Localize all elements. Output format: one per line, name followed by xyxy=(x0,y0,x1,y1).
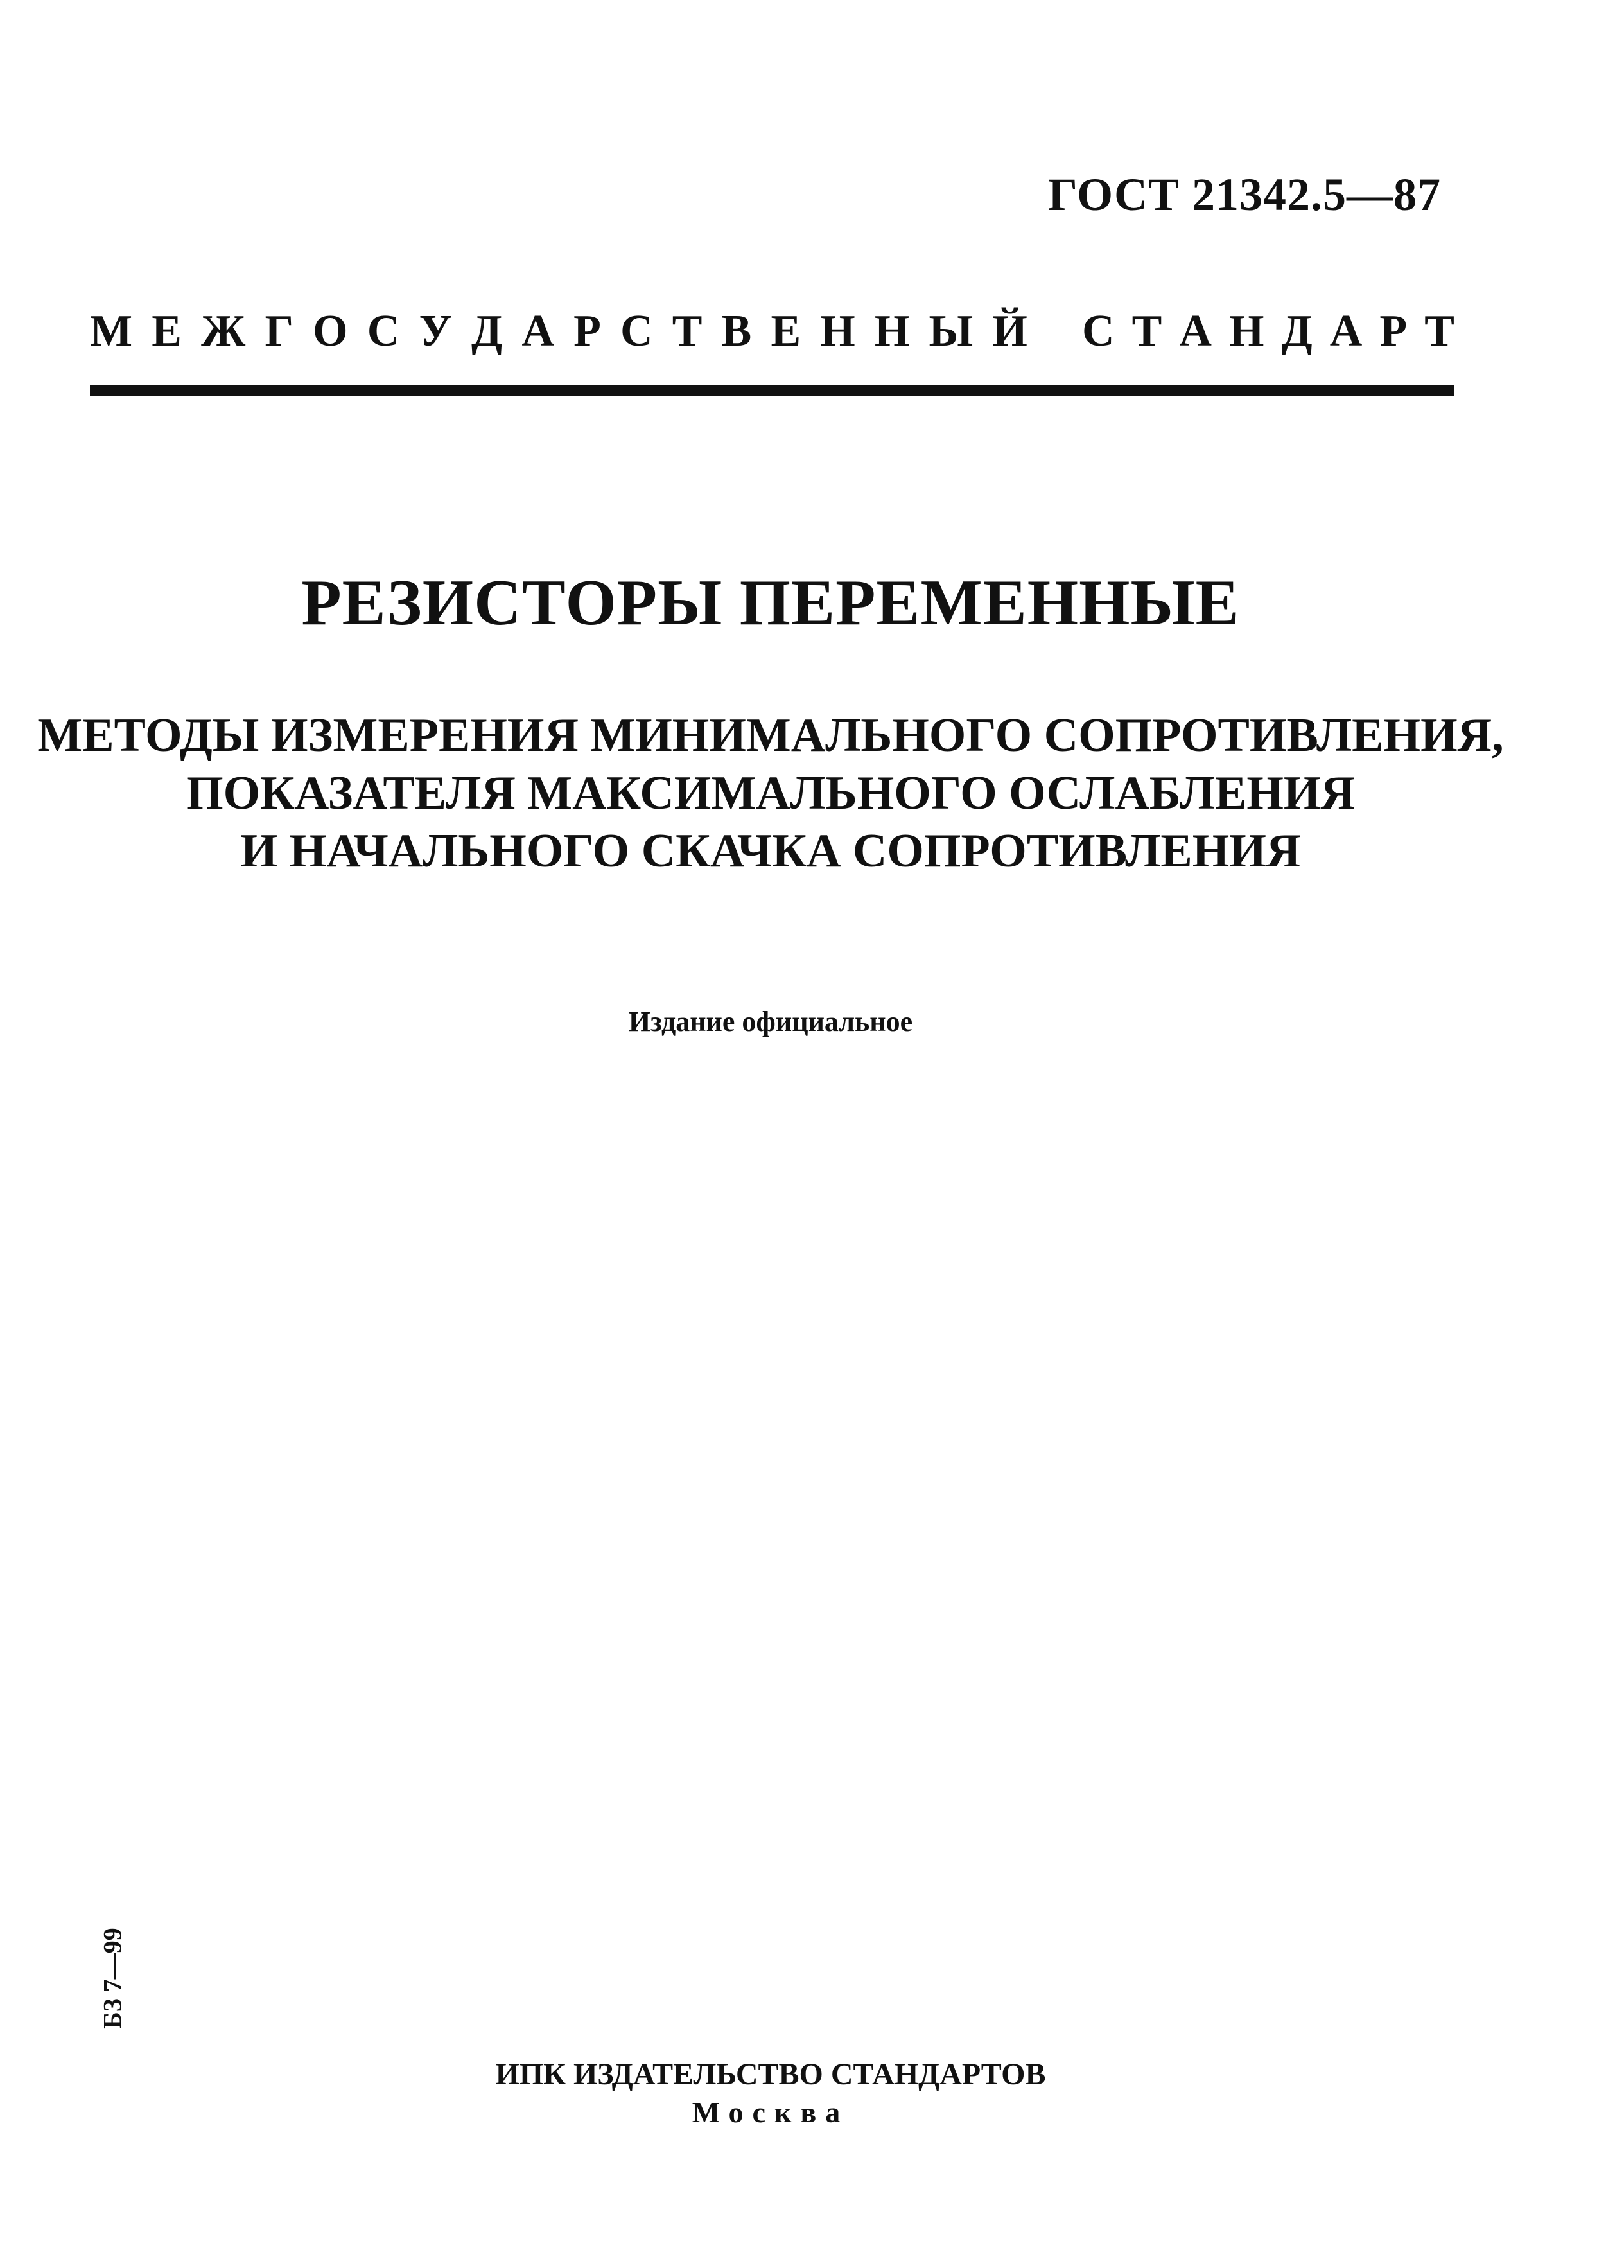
letter: Р xyxy=(1379,306,1408,356)
letter: Й xyxy=(992,306,1027,356)
letter: У xyxy=(419,306,452,356)
standard-type-word-2 xyxy=(1082,306,1454,357)
letter: В xyxy=(721,306,752,356)
standard-type-heading xyxy=(90,306,1454,357)
letter: С xyxy=(1082,306,1115,356)
letter: Е xyxy=(152,306,182,356)
edition-label: Издание официальное xyxy=(628,1006,913,1037)
letter: О xyxy=(313,306,348,356)
publisher-city: Москва xyxy=(692,2096,850,2129)
letter: С xyxy=(367,306,400,356)
side-code: БЗ 7—99 xyxy=(98,1928,127,2029)
header-rule xyxy=(90,385,1454,396)
letter: А xyxy=(1329,306,1363,356)
document-title: РЕЗИСТОРЫ ПЕРЕМЕННЫЕ xyxy=(301,567,1240,639)
letter: Г xyxy=(265,306,294,356)
document-subtitle xyxy=(0,707,1541,880)
subtitle-line: МЕТОДЫ ИЗМЕРЕНИЯ МИНИМАЛЬНОГО СОПРОТИВЛЕНИЯ, xyxy=(37,709,1504,762)
letter: С xyxy=(620,306,653,356)
subtitle-line: ПОКАЗАТЕЛЯ МАКСИМАЛЬНОГО ОСЛАБЛЕНИЯ xyxy=(186,767,1355,820)
letter: Е xyxy=(771,306,801,356)
letter: Ы xyxy=(929,306,974,356)
letter: Н xyxy=(1229,306,1264,356)
letter: А xyxy=(1179,306,1212,356)
letter: Д xyxy=(471,306,503,356)
publisher-name: ИПК ИЗДАТЕЛЬСТВО СТАНДАРТОВ xyxy=(495,2057,1046,2091)
letter: А xyxy=(521,306,554,356)
letter: Р xyxy=(573,306,601,356)
letter: Д xyxy=(1281,306,1313,356)
letter: Ж xyxy=(201,306,246,356)
letter: Т xyxy=(672,306,703,356)
letter: Н xyxy=(874,306,910,356)
letter: Н xyxy=(820,306,855,356)
letter: Т xyxy=(1424,306,1454,356)
subtitle-line: И НАЧАЛЬНОГО СКАЧКА СОПРОТИВЛЕНИЯ xyxy=(240,825,1301,877)
gost-number: ГОСТ 21342.5—87 xyxy=(1048,169,1441,220)
standard-type-word-1 xyxy=(90,306,1027,357)
letter: М xyxy=(90,306,133,356)
letter: Т xyxy=(1131,306,1162,356)
